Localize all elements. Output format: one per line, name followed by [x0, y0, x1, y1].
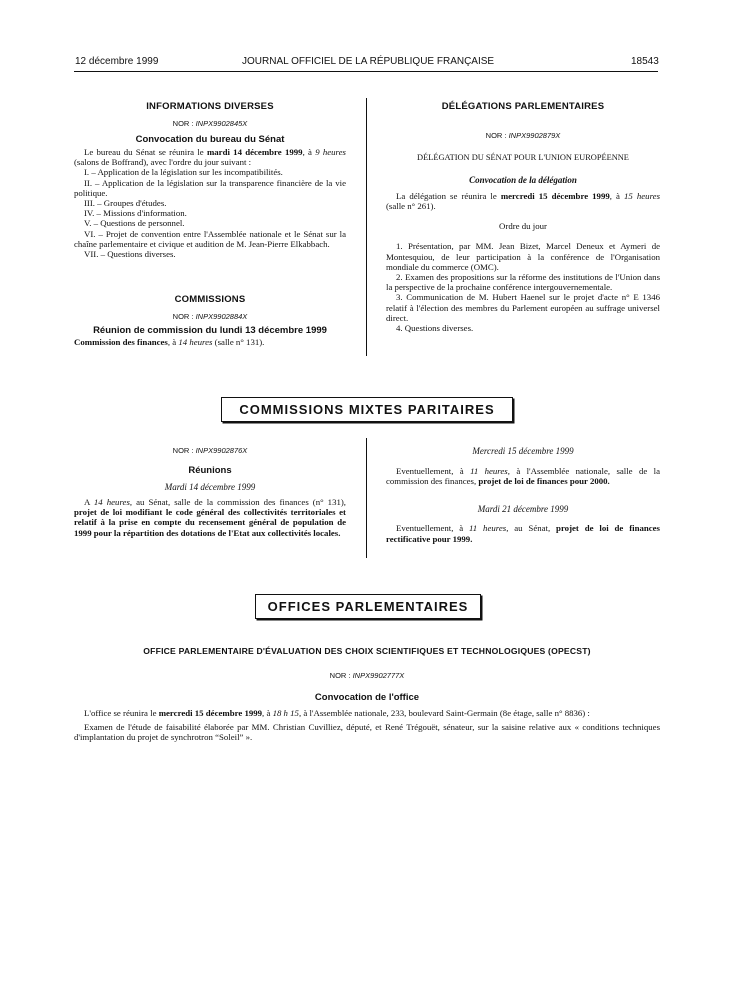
column-divider-top	[366, 98, 367, 356]
cmp-date-2: Mercredi 15 décembre 1999	[472, 446, 574, 456]
text: , au Sénat,	[506, 523, 557, 534]
text: Eventuellement, à	[396, 523, 470, 534]
cmp-left	[74, 446, 346, 538]
list-item: 2. Examen des propositions sur la réforme des institutions de l'Union dans la perspective de la prochaine conférence intergouvernementale.	[386, 272, 660, 293]
offices-section	[74, 646, 660, 743]
intro-sep: , à	[302, 147, 316, 157]
informations-title: INFORMATIONS DIVERSES	[146, 101, 274, 112]
cmp-date-1: Mardi 14 décembre 1999	[164, 482, 256, 492]
office-convocation-title: Convocation de l'office	[314, 692, 420, 703]
list-item: 1. Présentation, par MM. Jean Bizet, Marcel Deneux et Aymeri de Montesquiou, de leur participation à la conférence de l'Organisation mondiale du commerce (OMC).	[386, 241, 660, 272]
commissions-nor	[74, 312, 346, 321]
intro-hour: 9 heures	[315, 147, 346, 157]
informations-nor	[74, 119, 346, 128]
convocation-bureau-intro	[74, 147, 346, 167]
column-divider-middle	[366, 438, 367, 558]
hour: 11 heures	[469, 523, 507, 534]
hour: 11 heures	[470, 466, 508, 476]
intro-date: mercredi 15 décembre 1999	[500, 191, 610, 201]
commission-hour: 14 heures	[178, 337, 213, 347]
list-item: VII. – Questions diverses.	[84, 249, 176, 260]
hour: 18 h 15	[272, 708, 299, 718]
office-title: OFFICE PARLEMENTAIRE D'ÉVALUATION DES CHOIX SCIENTIFIQUES ET TECHNOLOGIQUES (OPECST)	[143, 646, 591, 656]
text: , à	[262, 708, 273, 718]
office-nor	[74, 671, 660, 680]
intro-text: La délégation se réunira le	[396, 191, 501, 201]
list-item: I. – Application de la législation sur les incompatibilités.	[84, 167, 283, 178]
commission-meeting-line	[74, 337, 346, 347]
list-item: VI. – Projet de convention entre l'Assemblée nationale et le Sénat sur la chaîne parlementaire et civique et audition de M. Jean-Pierre Elkabbach.	[74, 228, 346, 249]
nor-code: INPX9902879X	[508, 131, 561, 140]
nor-code: INPX9902777X	[352, 671, 405, 680]
nor-label: NOR :	[485, 131, 509, 140]
commission-name: Commission des finances	[74, 337, 168, 347]
nor-code: INPX9902845X	[195, 119, 248, 128]
reunions-title: Réunions	[188, 465, 232, 476]
delegation-intro	[386, 191, 660, 211]
delegations-section	[386, 101, 660, 333]
list-item: IV. – Missions d'information.	[84, 208, 187, 219]
text: , au Sénat, salle de la commission des finances (n° 131),	[129, 497, 346, 507]
offices-banner: OFFICES PARLEMENTAIRES	[255, 594, 481, 619]
delegation-convocation-title: Convocation de la délégation	[469, 175, 577, 185]
text: , à l'Assemblée nationale, salle de la commission des finances,	[386, 466, 660, 487]
cmp-date-3: Mardi 21 décembre 1999	[477, 504, 569, 515]
ordre-du-jour: Ordre du jour	[499, 221, 547, 232]
list-item: 3. Communication de M. Hubert Haenel sur le projet d'acte n° E 1346 relatif à l'élection des membres du Parlement européen au suffrage universel direct.	[386, 292, 660, 323]
nor-label: NOR :	[329, 671, 353, 680]
sep: , à	[167, 337, 179, 347]
intro-hour: 15 heures	[624, 191, 660, 201]
list-item: III. – Groupes d'études.	[84, 198, 167, 209]
header-rule	[74, 71, 658, 72]
text: A	[84, 497, 94, 507]
commission-room: (salle n° 131).	[212, 337, 265, 347]
delegations-title: DÉLÉGATIONS PARLEMENTAIRES	[441, 101, 605, 112]
commission-meeting-title: Réunion de commission du lundi 13 décembre 1999	[93, 325, 327, 336]
list-item: II. – Application de la législation sur la transparence financière de la vie politique.	[74, 177, 346, 198]
nor-label: NOR :	[172, 119, 196, 128]
nor-code: INPX9902884X	[195, 312, 248, 321]
delegations-nor	[386, 131, 660, 140]
cmp-nor	[74, 446, 346, 455]
header-date: 12 décembre 1999	[75, 56, 159, 67]
cmp-right	[386, 446, 660, 544]
cmp-banner: COMMISSIONS MIXTES PARITAIRES	[221, 397, 513, 422]
cmp-paragraph-2	[386, 466, 660, 486]
cmp-paragraph-3	[386, 523, 660, 543]
cmp-paragraph-1	[74, 497, 346, 538]
bill-title: projet de loi de finances rectificative pour 1999.	[386, 523, 660, 544]
text: , à l'Assemblée nationale, 233, boulevard Saint-Germain (8e étage, salle n° 8836) :	[298, 708, 590, 718]
commissions-title: COMMISSIONS	[174, 294, 246, 305]
text: L'office se réunira le	[84, 708, 159, 718]
intro-text: Le bureau du Sénat se réunira le	[84, 147, 207, 157]
text: Eventuellement, à	[396, 466, 471, 476]
intro-rest: (salons de Boffrand), avec l'ordre du jour suivant :	[74, 157, 252, 168]
commissions-section	[74, 294, 346, 347]
intro-date: mardi 14 décembre 1999	[206, 147, 303, 157]
nor-code: INPX9902876X	[195, 446, 248, 455]
convocation-bureau-title: Convocation du bureau du Sénat	[135, 134, 285, 145]
hour: 14 heures	[93, 497, 130, 507]
nor-label: NOR :	[172, 446, 196, 455]
office-paragraph-1	[74, 708, 660, 718]
delegation-agenda	[386, 241, 660, 333]
nor-label: NOR :	[172, 312, 196, 321]
list-item: V. – Questions de personnel.	[84, 218, 185, 229]
bill-title: projet de loi modifiant le code général des collectivités territoriales et relatif à la prise en compte du recensement général de population de 1999 pour la répartition des dotations de l'Etat aux collectivités locales.	[74, 507, 346, 538]
journal-title: JOURNAL OFFICIEL DE LA RÉPUBLIQUE FRANÇAISE	[242, 56, 495, 67]
date: mercredi 15 décembre 1999	[158, 708, 263, 718]
intro-rest: (salle n° 261).	[386, 201, 436, 212]
list-item: 4. Questions diverses.	[396, 323, 474, 334]
bureau-agenda	[74, 167, 346, 259]
intro-sep: , à	[609, 191, 624, 201]
delegation-subtitle: DÉLÉGATION DU SÉNAT POUR L'UNION EUROPÉENNE	[417, 153, 629, 162]
bill-title: projet de loi de finances pour 2000.	[478, 476, 610, 487]
office-paragraph-2: Examen de l'étude de faisabilité élaborée par MM. Christian Cuvilliez, député, et René Trégouët, sénateur, sur la saisine relative aux « conditions techniques d'implantation du projet de synchrotron “Soleil” ».	[74, 722, 660, 743]
page-number: 18543	[631, 56, 659, 67]
informations-section	[74, 101, 346, 259]
